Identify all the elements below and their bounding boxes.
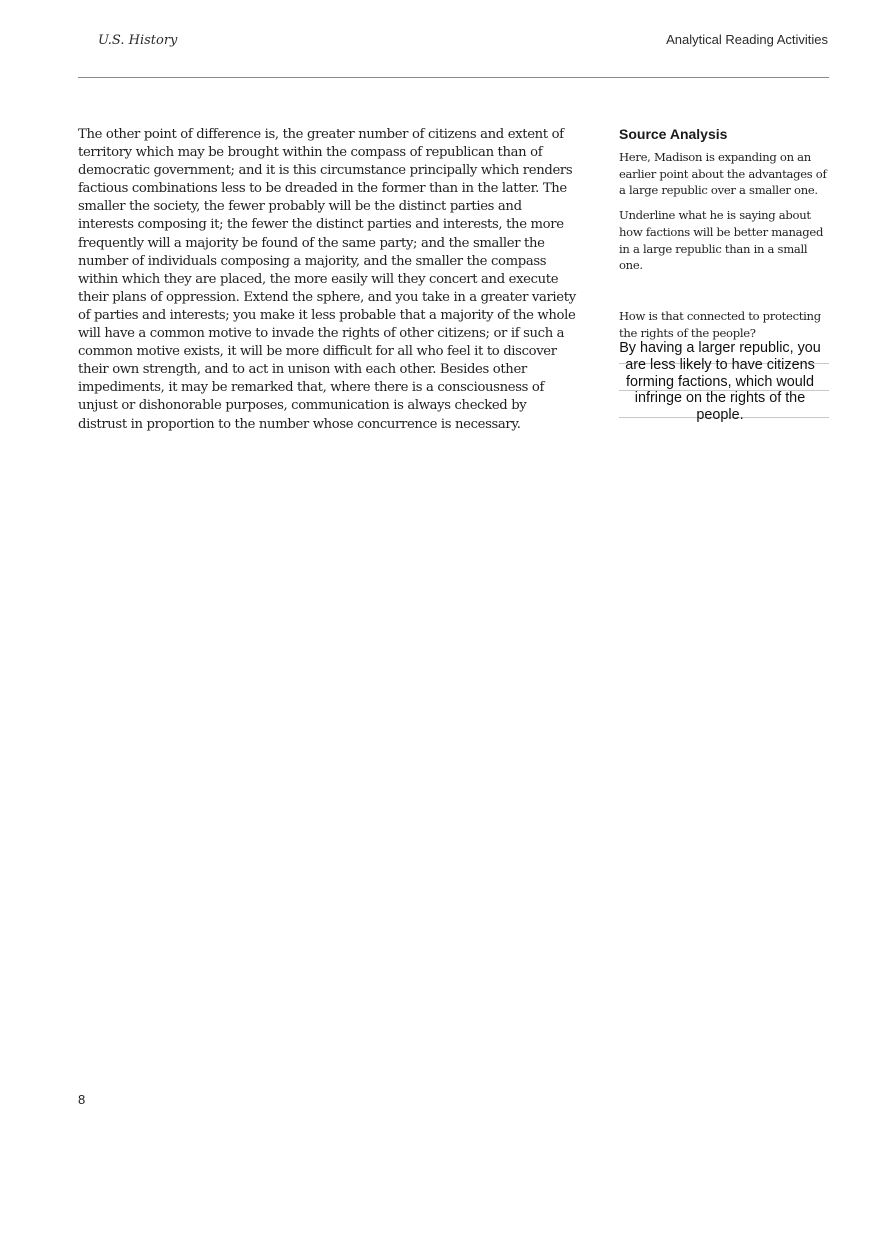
sidebar-intro-text: Here, Madison is expanding on an earlier point about the advantages of a large republic over a smaller one. xyxy=(619,150,827,198)
answer-area[interactable] xyxy=(619,341,831,441)
primary-source-passage: The other point of difference is, the greater number of citizens and extent of territory which may be brought within the compass of republican than of democratic government; and it is this circumstance principally which renders factious combinations less to be dreaded in the former than in the latter. The smaller the society, the fewer probably will be the distinct parties and interests composing it; the fewer the distinct parties and interests, the more frequently will a majority be found of the same party; and the smaller the number of individuals composing a majority, and the smaller the compass within which they are placed, the more easily will they concert and execute their plans of oppression. Extend the sphere, and you take in a greater variety of parties and interests; you make it less probable that a majority of the whole will have a common motive to invade the rights of other citizens; or if such a common motive exists, it will be more difficult for all who feel it to discover their own strength, and to act in unison with each other. Besides other impediments, it may be remarked that, where there is a consciousness of unjust or dishonorable purposes, communication is always checked by distrust in proportion to the number whose concurrence is necessary. xyxy=(78,127,576,432)
header-section-title: Analytical Reading Activities xyxy=(666,32,828,47)
sidebar-instruction-text: Underline what he is saying about how factions will be better managed in a large republic than in a small one. xyxy=(619,208,824,273)
source-analysis-sidebar xyxy=(619,126,831,441)
sidebar-title: Source Analysis xyxy=(619,126,728,142)
handwritten-answer[interactable]: By having a larger republic, you are less likely to have citizens forming factions, which would infringe on the rights of the people. xyxy=(619,340,821,423)
header-divider xyxy=(78,77,829,78)
header-course-title: U.S. History xyxy=(98,33,178,48)
page-number: 8 xyxy=(78,1092,86,1107)
sidebar-question: How is that connected to protecting the rights of the people? xyxy=(619,308,821,340)
